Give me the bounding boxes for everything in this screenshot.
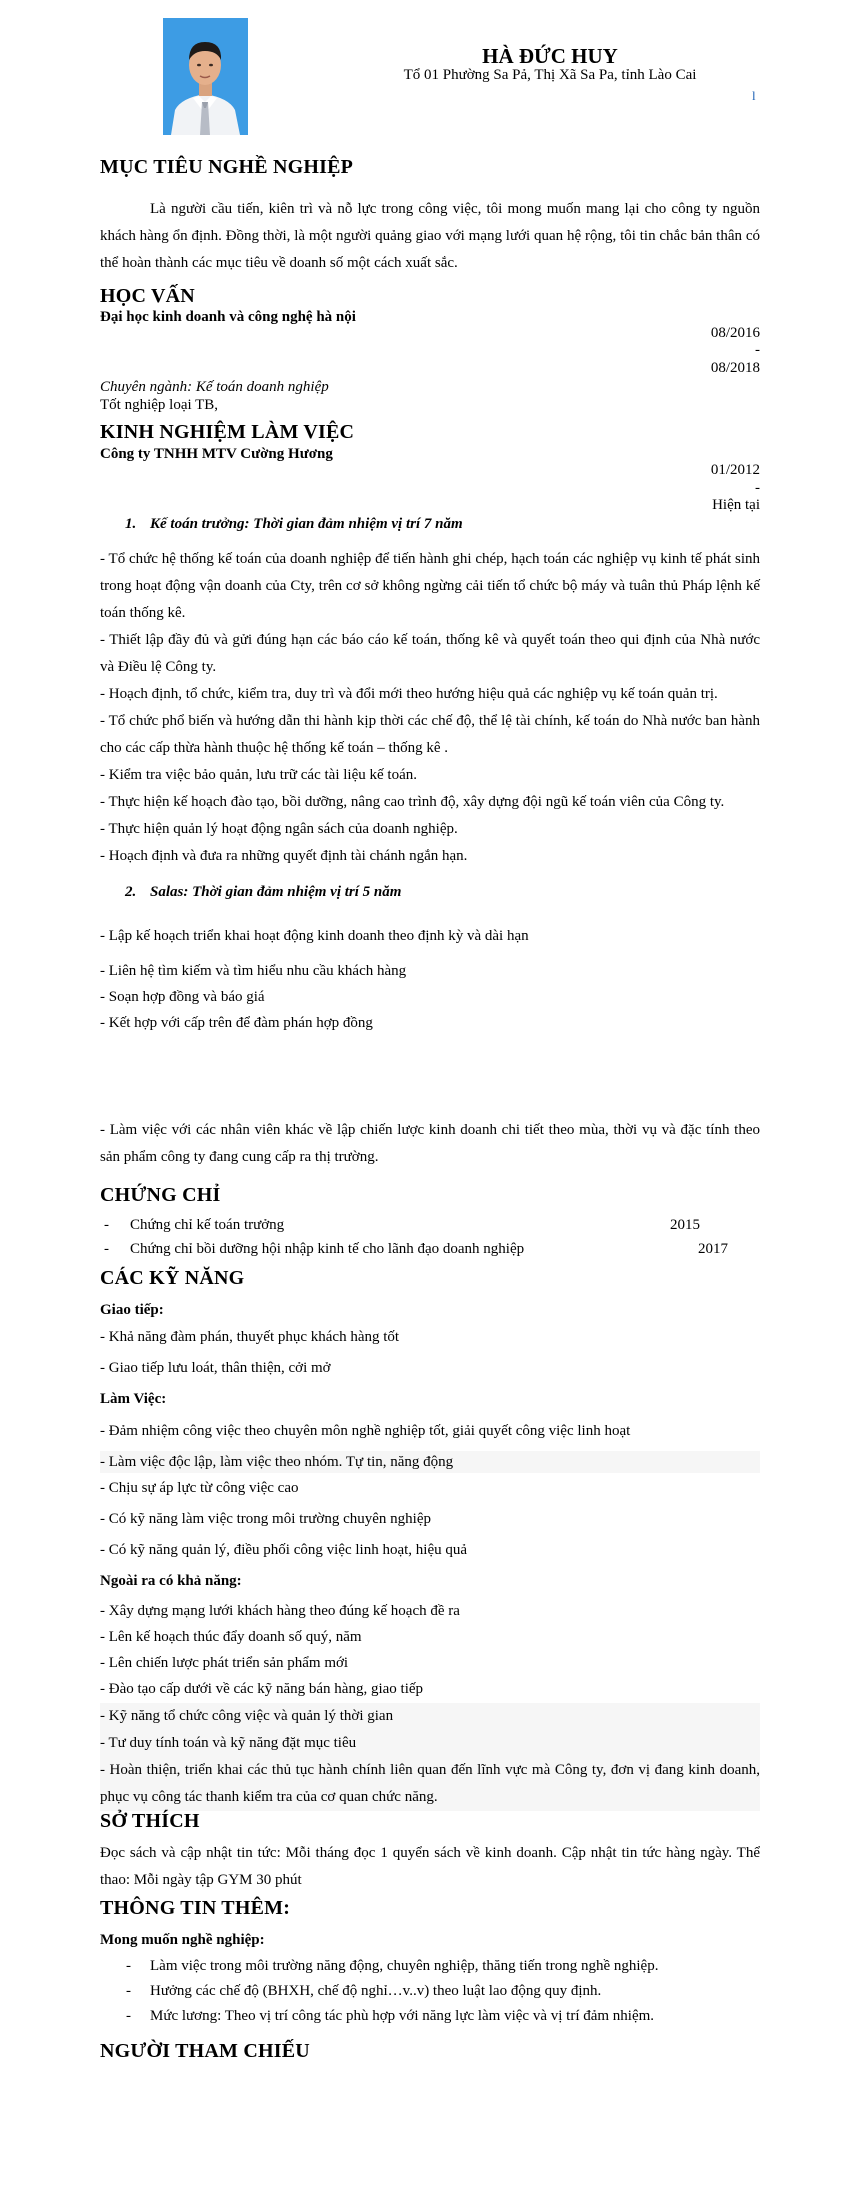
education-start-date: 08/2016 bbox=[710, 325, 760, 341]
extra-item: Làm việc trong môi trường năng động, chuyên nghiệp, thăng tiến trong nghề nghiệp. bbox=[150, 1958, 659, 1974]
section-title-experience: KINH NGHIỆM LÀM VIỆC bbox=[100, 421, 355, 443]
candidate-name: HÀ ĐỨC HUY bbox=[482, 44, 618, 68]
duty-item: - Tổ chức phổ biến và hướng dẫn thi hành kịp thời các chế độ, thể lệ tài chính, kế toán do Nhà nước ban hành cho các cấp thừa hành thuộc hệ thống kế toán – thống kê . bbox=[100, 713, 760, 756]
skill-item: - Làm việc độc lập, làm việc theo nhóm. Tự tin, năng động bbox=[100, 1451, 760, 1473]
extra-dash: - bbox=[126, 1958, 131, 1974]
role-1-title: Kế toán trưởng: Thời gian đảm nhiệm vị trí 7 năm bbox=[150, 516, 463, 532]
role-1-number: 1. bbox=[125, 516, 137, 532]
education-grade: Tốt nghiệp loại TB, bbox=[100, 397, 219, 413]
skill-item: - Kỹ năng tổ chức công việc và quản lý thời gian bbox=[100, 1708, 394, 1724]
skill-item: - Có kỹ năng làm việc trong môi trường chuyên nghiệp bbox=[100, 1511, 431, 1527]
duty-item: - Thiết lập đầy đủ và gửi đúng hạn các báo cáo kế toán, thống kê và quyết toán theo qui định của Nhà nước và Điều lệ Công ty. bbox=[100, 632, 760, 675]
skill-item: - Xây dựng mạng lưới khách hàng theo đúng kế hoạch đề ra bbox=[100, 1603, 460, 1619]
duty-item: - Soạn hợp đồng và báo giá bbox=[100, 989, 265, 1005]
section-title-education: HỌC VẤN bbox=[100, 285, 195, 307]
duty-item-extra: - Làm việc với các nhân viên khác về lập chiến lược kinh doanh chi tiết theo mùa, thời vụ và đặc tính theo sản phẩm công ty đang cung cấp ra thị trường. bbox=[100, 1122, 760, 1165]
certificate-name: Chứng chỉ bồi dưỡng hội nhập kinh tế cho lãnh đạo doanh nghiệp bbox=[130, 1241, 525, 1257]
experience-date-separator: - bbox=[755, 480, 760, 496]
objective-text: Là người cầu tiến, kiên trì và nỗ lực trong công việc, tôi mong muốn mang lại cho công ty nguồn khách hàng ổn định. Đồng thời, là một người quảng giao với mạng lưới quan hệ rộng, tôi tin chắc bản thân có thể hoàn thành các mục tiêu về doanh số một cách xuất sắc. bbox=[100, 201, 760, 271]
section-title-extra: THÔNG TIN THÊM: bbox=[100, 1897, 291, 1919]
role-1-duties bbox=[100, 546, 760, 870]
candidate-address: Tổ 01 Phường Sa Pả, Thị Xã Sa Pa, tỉnh Lào Cai bbox=[403, 67, 697, 83]
duty-item: - Hoạch định, tổ chức, kiểm tra, duy trì và đổi mới theo hướng hiệu quả các nghiệp vụ kế toán quản trị. bbox=[100, 686, 718, 702]
experience-company: Công ty TNHH MTV Cường Hương bbox=[100, 446, 333, 462]
extra-item: Mức lương: Theo vị trí công tác phù hợp với năng lực làm việc và vị trí đảm nhiệm. bbox=[150, 2008, 655, 2024]
education-school: Đại học kinh doanh và công nghệ hà nội bbox=[100, 309, 356, 325]
skill-item: - Đảm nhiệm công việc theo chuyên môn nghề nghiệp tốt, giải quyết công việc linh hoạt bbox=[100, 1423, 631, 1439]
certificate-dash: - bbox=[104, 1217, 109, 1233]
duty-item: - Lập kế hoạch triển khai hoạt động kinh doanh theo định kỳ và dài hạn bbox=[100, 928, 529, 944]
skills-work-title: Làm Việc: bbox=[100, 1391, 167, 1407]
extra-item: Hưởng các chế độ (BHXH, chế độ nghỉ…v..v) theo luật lao động quy định. bbox=[150, 1983, 602, 1999]
skill-item: - Lên chiến lược phát triển sản phẩm mới bbox=[100, 1655, 349, 1671]
skill-item: - Hoàn thiện, triển khai các thủ tục hành chính liên quan đến lĩnh vực mà Công ty, đơn vị đang kinh doanh, phục vụ công tác thanh kiểm tra của cơ quan chức năng. bbox=[100, 1762, 760, 1805]
duty-item: - Kiểm tra việc bảo quản, lưu trữ các tài liệu kế toán. bbox=[100, 767, 417, 783]
skills-communication-title: Giao tiếp: bbox=[100, 1302, 164, 1318]
certificate-year: 2015 bbox=[670, 1217, 700, 1233]
extra-dash: - bbox=[126, 1983, 131, 1999]
certificate-dash: - bbox=[104, 1241, 109, 1257]
hobby-text: Đọc sách và cập nhật tin tức: Mỗi tháng đọc 1 quyển sách về kinh doanh. Cập nhật tin tức hàng ngày. Thể thao: Mỗi ngày tập GYM 30 phút bbox=[100, 1845, 760, 1888]
person-photo-icon bbox=[163, 18, 248, 135]
section-title-certificates: CHỨNG CHỈ bbox=[100, 1184, 221, 1206]
duty-item: - Hoạch định và đưa ra những quyết định tài chánh ngắn hạn. bbox=[100, 848, 468, 864]
skill-items-shaded bbox=[100, 1703, 760, 1811]
profile-photo bbox=[163, 18, 248, 135]
duty-item: - Tổ chức hệ thống kế toán của doanh nghiệp để tiến hành ghi chép, hạch toán các nghiệp vụ kinh tế phát sinh trong hoạt động vận doanh của Cty, trên cơ sở không ngừng cải tiến tổ chức bộ máy và tuân thủ Pháp lệnh kế toán thống kê. bbox=[100, 551, 760, 621]
skill-item: - Khả năng đàm phán, thuyết phục khách hàng tốt bbox=[100, 1329, 400, 1345]
skill-item: - Giao tiếp lưu loát, thân thiện, cởi mở bbox=[100, 1360, 331, 1376]
section-title-skills: CÁC KỸ NĂNG bbox=[100, 1267, 245, 1289]
certificate-year: 2017 bbox=[698, 1241, 728, 1257]
skill-item: - Lên kế hoạch thúc đẩy doanh số quý, năm bbox=[100, 1629, 362, 1645]
skill-item: - Tư duy tính toán và kỹ năng đặt mục tiêu bbox=[100, 1735, 357, 1751]
experience-end-date: Hiện tại bbox=[712, 497, 760, 513]
section-title-references: NGƯỜI THAM CHIẾU bbox=[100, 2040, 310, 2062]
extra-dash: - bbox=[126, 2008, 131, 2024]
role-2-number: 2. bbox=[125, 884, 137, 900]
role-2-title: Salas: Thời gian đảm nhiệm vị trí 5 năm bbox=[150, 884, 402, 900]
section-title-hobby: SỞ THÍCH bbox=[100, 1810, 200, 1832]
stray-mark: l bbox=[752, 88, 756, 103]
experience-start-date: 01/2012 bbox=[710, 462, 760, 478]
education-major: Chuyên ngành: Kế toán doanh nghiệp bbox=[100, 379, 329, 395]
skill-item: - Có kỹ năng quản lý, điều phối công việc linh hoạt, hiệu quả bbox=[100, 1542, 468, 1558]
duty-item: - Kết hợp với cấp trên để đàm phán hợp đồng bbox=[100, 1015, 373, 1031]
skill-item: - Đào tạo cấp dưới về các kỹ năng bán hàng, giao tiếp bbox=[100, 1681, 424, 1697]
duty-item: - Liên hệ tìm kiếm và tìm hiểu nhu cầu khách hàng bbox=[100, 963, 407, 979]
section-title-objective: MỤC TIÊU NGHỀ NGHIỆP bbox=[100, 156, 354, 178]
certificate-name: Chứng chỉ kế toán trưởng bbox=[130, 1217, 285, 1233]
duty-item: - Thực hiện kế hoạch đào tạo, bồi dưỡng, nâng cao trình độ, xây dựng đội ngũ kế toán viên của Công ty. bbox=[100, 794, 725, 810]
extra-subtitle: Mong muốn nghề nghiệp: bbox=[100, 1932, 265, 1948]
skill-item: - Chịu sự áp lực từ công việc cao bbox=[100, 1480, 299, 1496]
skills-other-title: Ngoài ra có khả năng: bbox=[100, 1573, 242, 1589]
duty-item: - Thực hiện quản lý hoạt động ngân sách của doanh nghiệp. bbox=[100, 821, 458, 837]
education-date-separator: - bbox=[755, 342, 760, 358]
education-end-date: 08/2018 bbox=[710, 360, 760, 376]
